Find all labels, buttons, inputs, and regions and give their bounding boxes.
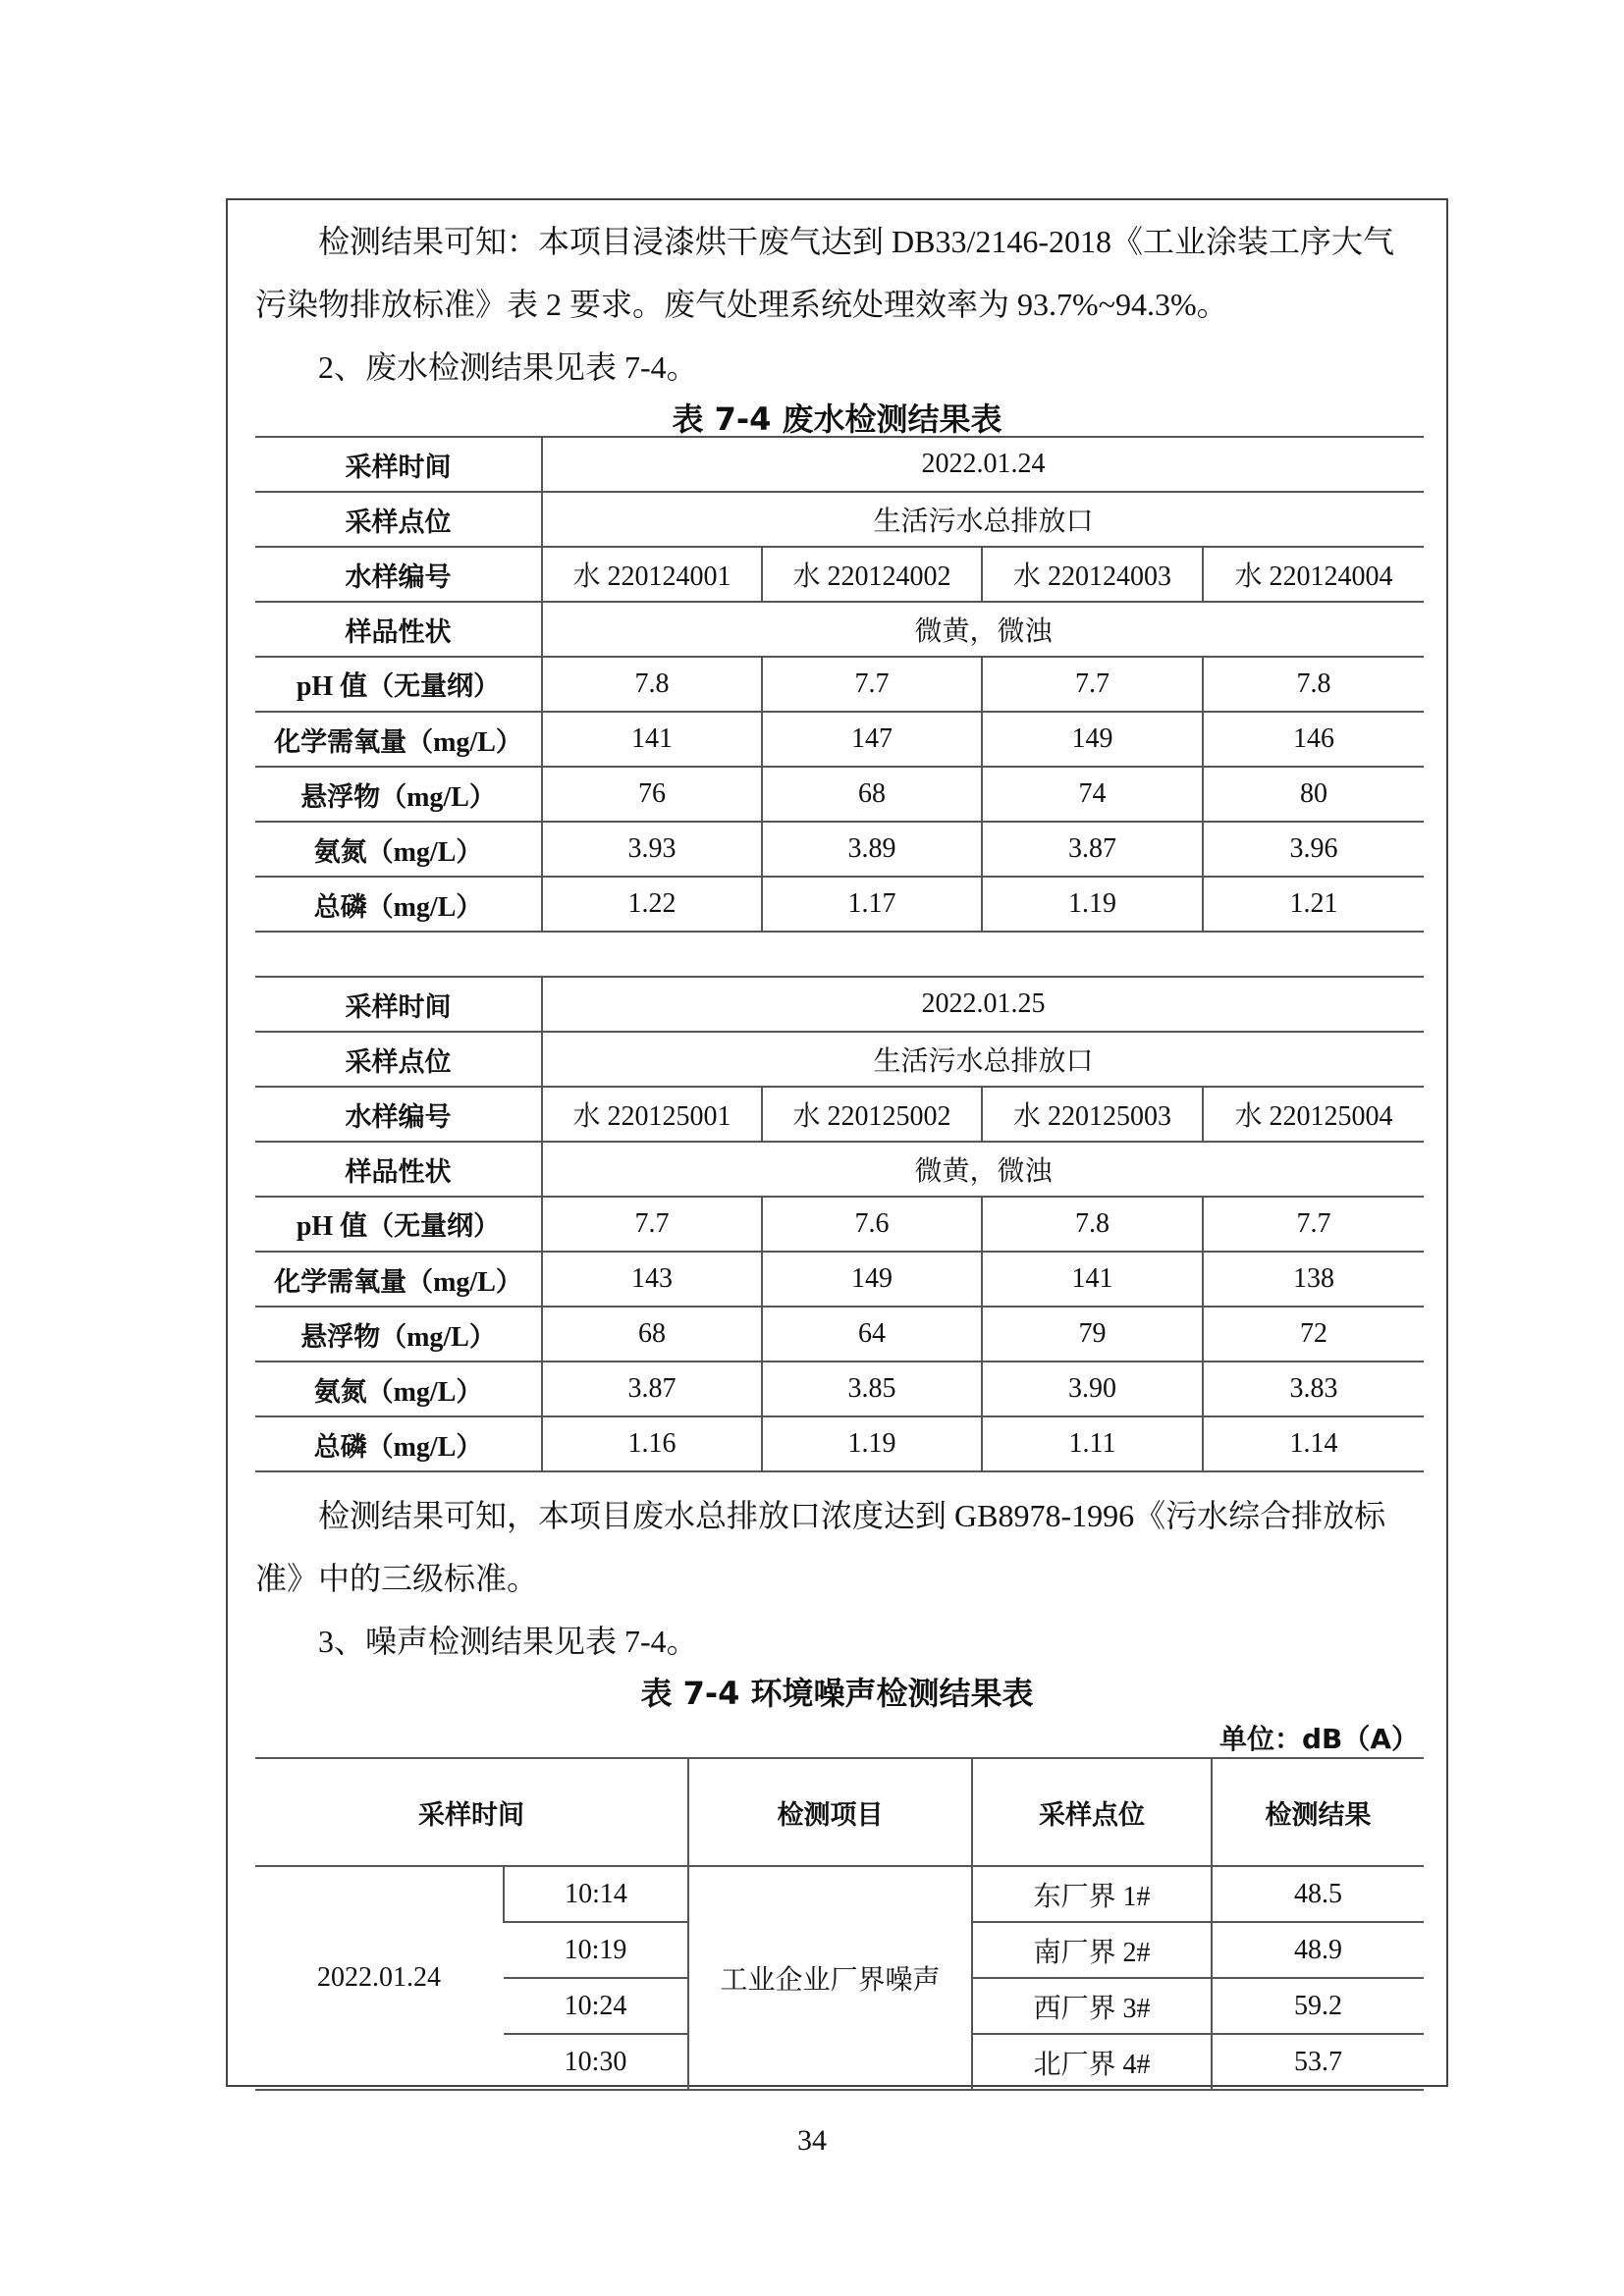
table-row <box>255 877 1424 932</box>
table-row <box>255 977 1424 1032</box>
label-appearance: 样品性状 <box>255 602 542 657</box>
noise-time: 10:14 <box>504 1866 688 1922</box>
label-sampling-site: 采样点位 <box>255 492 542 547</box>
table-row <box>255 1252 1424 1307</box>
label-appearance: 样品性状 <box>255 1142 542 1197</box>
noise-result: 53.7 <box>1212 2034 1424 2090</box>
tp-value: 1.11 <box>982 1416 1203 1471</box>
sample-appearance: 微黄，微浊 <box>542 602 1424 657</box>
cod-value: 141 <box>542 712 762 767</box>
sample-id: 水 220125002 <box>762 1087 982 1142</box>
cod-value: 141 <box>982 1252 1203 1307</box>
table-row <box>255 1866 1424 1922</box>
ph-value: 7.7 <box>1203 1197 1424 1252</box>
sampling-date: 2022.01.24 <box>542 437 1424 492</box>
noise-table <box>255 1757 1424 2091</box>
wastewater-intro-text: 2、废水检测结果见表 7-4。 <box>318 349 698 385</box>
noise-unit-label: 单位：dB（A） <box>1218 1723 1419 1755</box>
noise-intro-text: 3、噪声检测结果见表 7-4。 <box>318 1624 698 1659</box>
table-row <box>255 767 1424 822</box>
wastewater-table-day1 <box>255 436 1424 933</box>
table-row <box>255 437 1424 492</box>
tp-value: 1.22 <box>542 877 762 932</box>
conclusion-paragraph-wastewater <box>255 1484 1424 1610</box>
ph-value: 7.7 <box>762 657 982 712</box>
header-test-result: 检测结果 <box>1212 1758 1424 1866</box>
table-row <box>255 1307 1424 1362</box>
nh3-value: 3.87 <box>982 822 1203 877</box>
noise-time: 10:19 <box>504 1922 688 1978</box>
nh3-value: 3.89 <box>762 822 982 877</box>
page-number: 34 <box>797 2124 827 2157</box>
noise-test-item: 工业企业厂界噪声 <box>688 1866 972 2090</box>
label-cod: 化学需氧量（mg/L） <box>255 712 542 767</box>
sampling-date: 2022.01.25 <box>542 977 1424 1032</box>
header-sampling-time: 采样时间 <box>255 1758 688 1866</box>
ph-value: 7.8 <box>542 657 762 712</box>
label-tp: 总磷（mg/L） <box>255 877 542 932</box>
label-nh3: 氨氮（mg/L） <box>255 1362 542 1416</box>
cod-value: 146 <box>1203 712 1424 767</box>
table-row <box>255 1416 1424 1471</box>
sample-id: 水 220125003 <box>982 1087 1203 1142</box>
ss-value: 80 <box>1203 767 1424 822</box>
conclusion-wastewater-line-2: 准》中的三级标准。 <box>255 1561 539 1596</box>
wastewater-table-day2 <box>255 976 1424 1472</box>
noise-table-title: 表 7-4 环境噪声检测结果表 <box>640 1675 1034 1712</box>
noise-result: 48.5 <box>1212 1866 1424 1922</box>
table-row <box>255 1197 1424 1252</box>
ss-value: 72 <box>1203 1307 1424 1362</box>
sample-id: 水 220124002 <box>762 547 982 602</box>
header-sampling-site: 采样点位 <box>972 1758 1212 1866</box>
nh3-value: 3.85 <box>762 1362 982 1416</box>
table-row <box>255 492 1424 547</box>
conclusion-air-line-1: 检测结果可知：本项目浸漆烘干废气达到 DB33/2146-2018《工业涂装工序大气 <box>318 224 1395 259</box>
ss-value: 64 <box>762 1307 982 1362</box>
noise-site: 北厂界 4# <box>972 2034 1212 2090</box>
label-sample-id: 水样编号 <box>255 547 542 602</box>
table-row <box>255 602 1424 657</box>
nh3-value: 3.93 <box>542 822 762 877</box>
noise-time: 10:30 <box>504 2034 688 2090</box>
ss-value: 68 <box>762 767 982 822</box>
table-row <box>255 1142 1424 1197</box>
conclusion-wastewater-line-1: 检测结果可知，本项目废水总排放口浓度达到 GB8978-1996《污水综合排放标 <box>318 1498 1386 1533</box>
label-tp: 总磷（mg/L） <box>255 1416 542 1471</box>
sample-id: 水 220124001 <box>542 547 762 602</box>
ph-value: 7.7 <box>542 1197 762 1252</box>
tp-value: 1.14 <box>1203 1416 1424 1471</box>
nh3-value: 3.83 <box>1203 1362 1424 1416</box>
tp-value: 1.19 <box>982 877 1203 932</box>
label-sampling-time: 采样时间 <box>255 437 542 492</box>
noise-time: 10:24 <box>504 1978 688 2034</box>
nh3-value: 3.90 <box>982 1362 1203 1416</box>
tp-value: 1.17 <box>762 877 982 932</box>
label-ss: 悬浮物（mg/L） <box>255 1307 542 1362</box>
header-test-item: 检测项目 <box>688 1758 972 1866</box>
tp-value: 1.16 <box>542 1416 762 1471</box>
label-sample-id: 水样编号 <box>255 1087 542 1142</box>
table-row <box>255 657 1424 712</box>
sample-id: 水 220124004 <box>1203 547 1424 602</box>
noise-intro <box>255 1610 1424 1673</box>
label-ss: 悬浮物（mg/L） <box>255 767 542 822</box>
cod-value: 149 <box>762 1252 982 1307</box>
cod-value: 138 <box>1203 1252 1424 1307</box>
cod-value: 147 <box>762 712 982 767</box>
ph-value: 7.8 <box>1203 657 1424 712</box>
wastewater-table-title: 表 7-4 废水检测结果表 <box>672 400 1002 438</box>
nh3-value: 3.96 <box>1203 822 1424 877</box>
ss-value: 79 <box>982 1307 1203 1362</box>
noise-date: 2022.01.24 <box>255 1866 504 2090</box>
ph-value: 7.8 <box>982 1197 1203 1252</box>
label-sampling-site: 采样点位 <box>255 1032 542 1087</box>
sample-id: 水 220124003 <box>982 547 1203 602</box>
ss-value: 74 <box>982 767 1203 822</box>
tp-value: 1.19 <box>762 1416 982 1471</box>
table-row <box>255 547 1424 602</box>
table-row <box>255 1362 1424 1416</box>
noise-result: 59.2 <box>1212 1978 1424 2034</box>
noise-result: 48.9 <box>1212 1922 1424 1978</box>
label-cod: 化学需氧量（mg/L） <box>255 1252 542 1307</box>
noise-site: 东厂界 1# <box>972 1866 1212 1922</box>
sample-appearance: 微黄，微浊 <box>542 1142 1424 1197</box>
conclusion-paragraph-air <box>255 210 1424 336</box>
tp-value: 1.21 <box>1203 877 1424 932</box>
sample-id: 水 220125001 <box>542 1087 762 1142</box>
nh3-value: 3.87 <box>542 1362 762 1416</box>
cod-value: 143 <box>542 1252 762 1307</box>
sampling-site: 生活污水总排放口 <box>542 1032 1424 1087</box>
ss-value: 68 <box>542 1307 762 1362</box>
ph-value: 7.6 <box>762 1197 982 1252</box>
cod-value: 149 <box>982 712 1203 767</box>
noise-site: 南厂界 2# <box>972 1922 1212 1978</box>
label-ph: pH 值（无量纲） <box>255 657 542 712</box>
table-row <box>255 712 1424 767</box>
label-nh3: 氨氮（mg/L） <box>255 822 542 877</box>
table-row <box>255 1758 1424 1866</box>
wastewater-intro <box>255 336 1424 399</box>
table-row <box>255 1087 1424 1142</box>
sampling-site: 生活污水总排放口 <box>542 492 1424 547</box>
conclusion-air-line-2: 污染物排放标准》表 2 要求。废气处理系统处理效率为 93.7%~94.3%。 <box>255 287 1228 322</box>
label-sampling-time: 采样时间 <box>255 977 542 1032</box>
noise-site: 西厂界 3# <box>972 1978 1212 2034</box>
sample-id: 水 220125004 <box>1203 1087 1424 1142</box>
ss-value: 76 <box>542 767 762 822</box>
ph-value: 7.7 <box>982 657 1203 712</box>
label-ph: pH 值（无量纲） <box>255 1197 542 1252</box>
page-frame <box>226 198 1448 2087</box>
table-row <box>255 822 1424 877</box>
table-row <box>255 1032 1424 1087</box>
